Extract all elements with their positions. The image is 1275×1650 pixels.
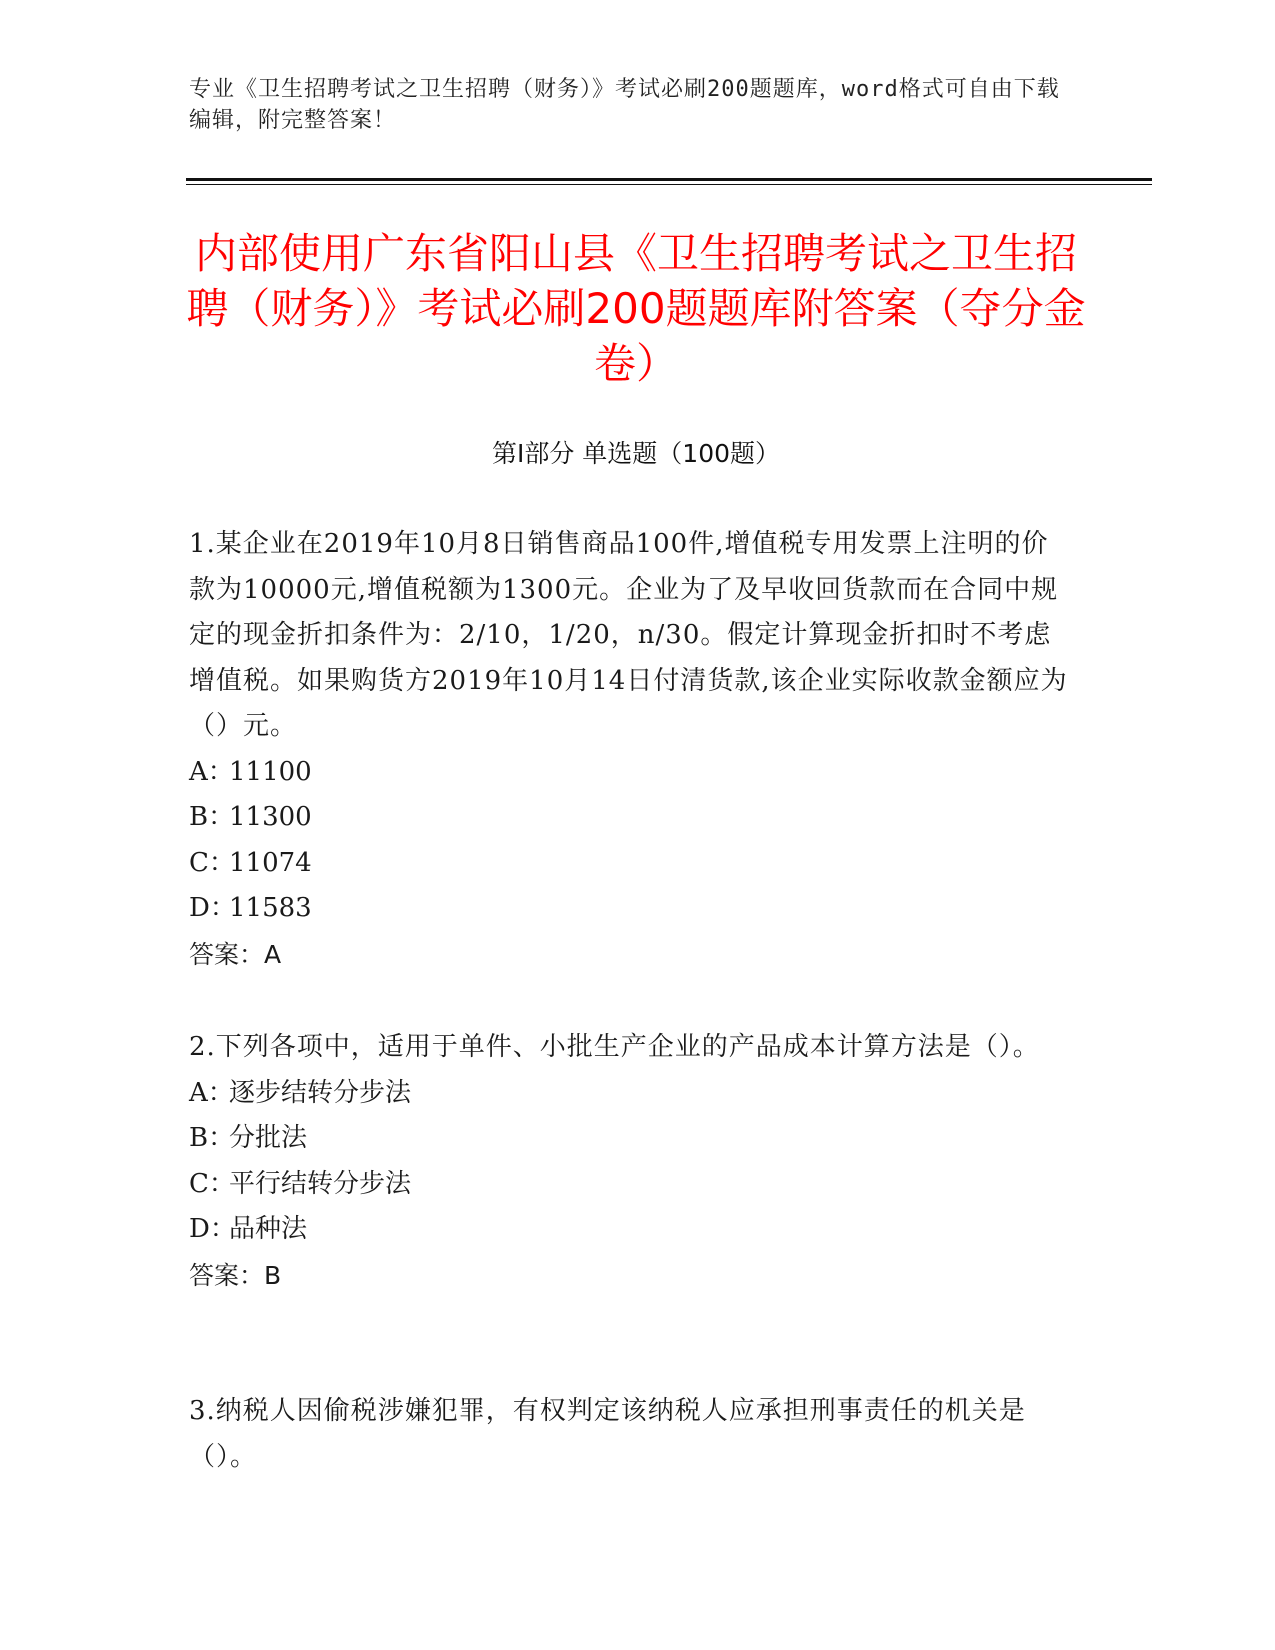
option-text: 11300 <box>229 802 312 832</box>
question-stem: 3.纳税人因偷税涉嫌犯罪，有权判定该纳税人应承担刑事责任的机关是（）。 <box>189 1396 1026 1472</box>
option-key: D： <box>189 1214 236 1244</box>
option-text: 逐步结转分步法 <box>229 1077 412 1108</box>
question-3 <box>189 1389 1069 1480</box>
option-c <box>189 841 1069 887</box>
header-note: 专业《卫生招聘考试之卫生招聘（财务）》考试必刷200题题库，word格式可自由下载编辑，附完整答案！ <box>189 77 1060 133</box>
option-d <box>189 886 1069 932</box>
option-key: B： <box>189 1123 235 1153</box>
document-title: 内部使用广东省阳山县《卫生招聘考试之卫生招聘（财务）》考试必刷200题题库附答案（夺分金卷） <box>186 229 1086 388</box>
header-divider-thick <box>186 178 1152 181</box>
question-1 <box>189 522 1069 977</box>
option-key: A： <box>189 756 234 787</box>
option-text: 11074 <box>229 847 312 878</box>
option-a <box>189 750 1069 796</box>
section-title: 第I部分 单选题（100题） <box>491 439 781 468</box>
option-key: A： <box>189 1077 234 1108</box>
answer: 答案：A <box>189 939 282 969</box>
option-key: D： <box>189 893 236 923</box>
option-c <box>189 1162 1069 1208</box>
option-key: B： <box>189 802 235 832</box>
question-2 <box>189 1025 1069 1298</box>
option-key: C： <box>189 847 235 878</box>
option-text: 品种法 <box>229 1214 308 1244</box>
option-key: C： <box>189 1168 235 1199</box>
option-b <box>189 1116 1069 1162</box>
option-d <box>189 1207 1069 1253</box>
option-a <box>189 1071 1069 1117</box>
question-stem: 1.某企业在2019年10月8日销售商品100件,增值税专用发票上注明的价款为10000元,增值税额为1300元。企业为了及早收回货款而在合同中规定的现金折扣条件为：2/10，1/20，n/30。假定计算现金折扣时不考虑增值税。如果购货方2019年10月14日付清货款,该企业实际收款金额应为（）元。 <box>189 529 1068 741</box>
option-text: 11100 <box>229 756 312 787</box>
answer: 答案：B <box>189 1260 282 1290</box>
option-text: 平行结转分步法 <box>229 1168 412 1199</box>
option-text: 分批法 <box>229 1123 308 1153</box>
option-text: 11583 <box>229 893 312 923</box>
option-b <box>189 795 1069 841</box>
question-stem: 2.下列各项中，适用于单件、小批生产企业的产品成本计算方法是（）。 <box>189 1032 1040 1062</box>
header-divider-thin <box>186 184 1152 185</box>
